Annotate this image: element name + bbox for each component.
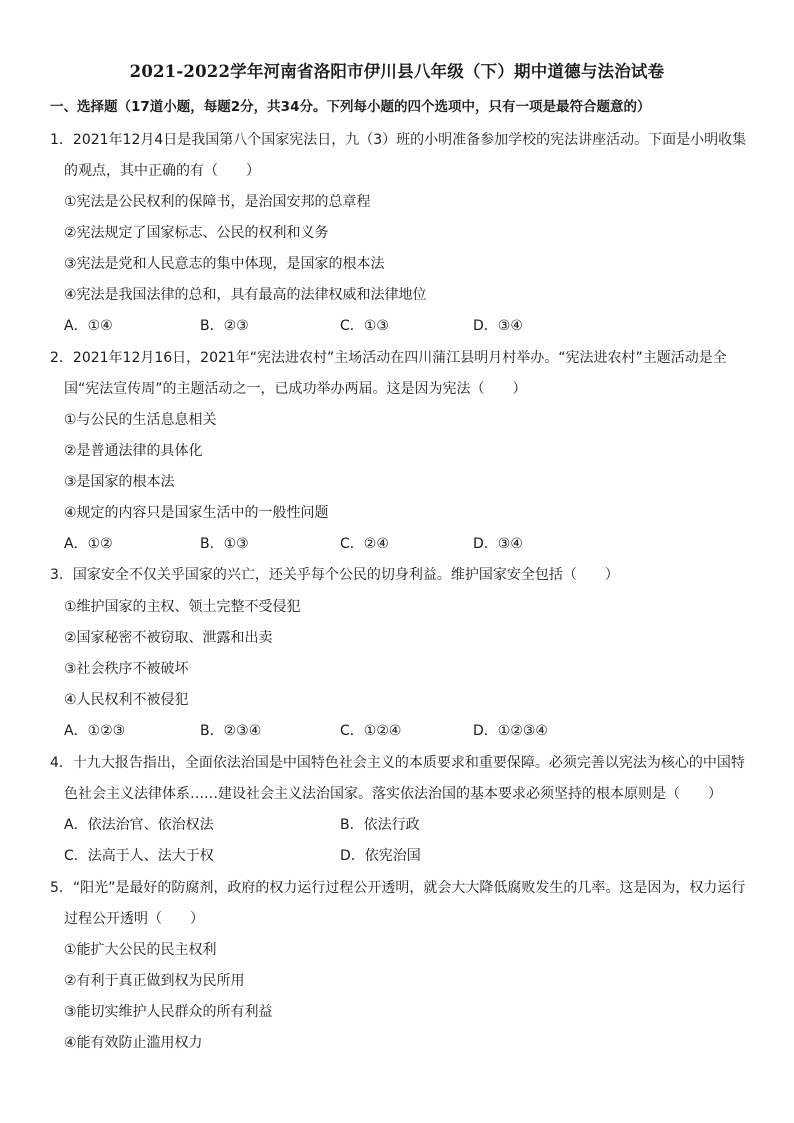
q2-item-3: ③是国家的根本法 bbox=[64, 474, 175, 490]
q2-stem-line-2: 国“宪法宣传周”的主题活动之一，已成功举办两届。这是因为宪法（ ） bbox=[64, 381, 527, 397]
q2-item-2: ②是普通法律的具体化 bbox=[64, 443, 203, 459]
q3-item-4: ④人民权利不被侵犯 bbox=[64, 692, 189, 708]
q3-item-3: ③社会秩序不被破坏 bbox=[64, 661, 189, 677]
q1-item-2: ②宪法规定了国家标志、公民的权利和义务 bbox=[64, 225, 329, 241]
q5-item-3: ③能切实维护人民群众的所有利益 bbox=[64, 1004, 273, 1020]
q4-option-a[interactable]: A．依法治官、依治权法 bbox=[64, 817, 214, 833]
q4-stem-line-1: 4．十九大报告指出，全面依法治国是中国特色社会主义的本质要求和重要保障。必须完善以宪法为核心的中国特 bbox=[50, 755, 745, 771]
q2-option-b[interactable]: B．①③ bbox=[200, 536, 249, 552]
q3-option-b[interactable]: B．②③④ bbox=[200, 723, 262, 739]
q3-option-c[interactable]: C．①②④ bbox=[340, 723, 402, 739]
q4-option-b[interactable]: B．依法行政 bbox=[340, 817, 420, 833]
q1-stem-line-1: 1．2021年12月4日是我国第八个国家宪法日，九（3）班的小明准备参加学校的宪法讲座活动。下面是小明收集 bbox=[50, 132, 747, 148]
q2-stem-line-1: 2．2021年12月16日，2021年“宪法进农村”主场活动在四川蒲江县明月村举办。“宪法进农村”主题活动是全 bbox=[50, 350, 727, 366]
q5-item-4: ④能有效防止滥用权力 bbox=[64, 1035, 203, 1051]
q3-item-1: ①维护国家的主权、领土完整不受侵犯 bbox=[64, 599, 301, 615]
q3-option-a[interactable]: A．①②③ bbox=[64, 723, 126, 739]
q2-option-a[interactable]: A．①② bbox=[64, 536, 113, 552]
q1-item-3: ③宪法是党和人民意志的集中体现，是国家的根本法 bbox=[64, 256, 385, 272]
q3-stem-line-1: 3．国家安全不仅关乎国家的兴亡，还关乎每个公民的切身利益。维护国家安全包括（ ） bbox=[50, 567, 619, 583]
q2-option-c[interactable]: C．②④ bbox=[340, 536, 389, 552]
q2-item-4: ④规定的内容只是国家生活中的一般性问题 bbox=[64, 505, 329, 521]
q4-stem-line-2: 色社会主义法律体系……建设社会主义法治国家。落实依法治国的基本要求必须坚持的根本原则是（ ） bbox=[64, 786, 722, 802]
q1-item-1: ①宪法是公民权利的保障书，是治国安邦的总章程 bbox=[64, 194, 371, 210]
q4-option-c[interactable]: C．法高于人、法大于权 bbox=[64, 848, 214, 864]
q1-item-4: ④宪法是我国法律的总和，具有最高的法律权威和法律地位 bbox=[64, 287, 427, 303]
q1-option-a[interactable]: A．①④ bbox=[64, 318, 113, 334]
q4-option-d[interactable]: D．依宪治国 bbox=[340, 848, 421, 864]
q2-item-1: ①与公民的生活息息相关 bbox=[64, 412, 217, 428]
q5-stem-line-2: 过程公开透明（ ） bbox=[64, 911, 204, 927]
q1-option-b[interactable]: B．②③ bbox=[200, 318, 249, 334]
q1-option-c[interactable]: C．①③ bbox=[340, 318, 389, 334]
q5-stem-line-1: 5．“阳光”是最好的防腐剂，政府的权力运行过程公开透明，就会大大降低腐败发生的几率。这是因为，权力运行 bbox=[50, 880, 746, 896]
q5-item-2: ②有利于真正做到权为民所用 bbox=[64, 973, 245, 989]
exam-title: 2021-2022学年河南省洛阳市伊川县八年级（下）期中道德与法治试卷 bbox=[129, 62, 665, 81]
q3-option-d[interactable]: D．①②③④ bbox=[473, 723, 548, 739]
q2-option-d[interactable]: D．③④ bbox=[473, 536, 523, 552]
q1-option-d[interactable]: D．③④ bbox=[473, 318, 523, 334]
q3-item-2: ②国家秘密不被窃取、泄露和出卖 bbox=[64, 630, 273, 646]
q5-item-1: ①能扩大公民的民主权利 bbox=[64, 942, 217, 958]
section-heading: 一、选择题（17道小题，每题2分，共34分。下列每小题的四个选项中，只有一项是最符合题意的） bbox=[50, 99, 651, 115]
q1-stem-line-2: 的观点，其中正确的有（ ） bbox=[64, 163, 260, 179]
